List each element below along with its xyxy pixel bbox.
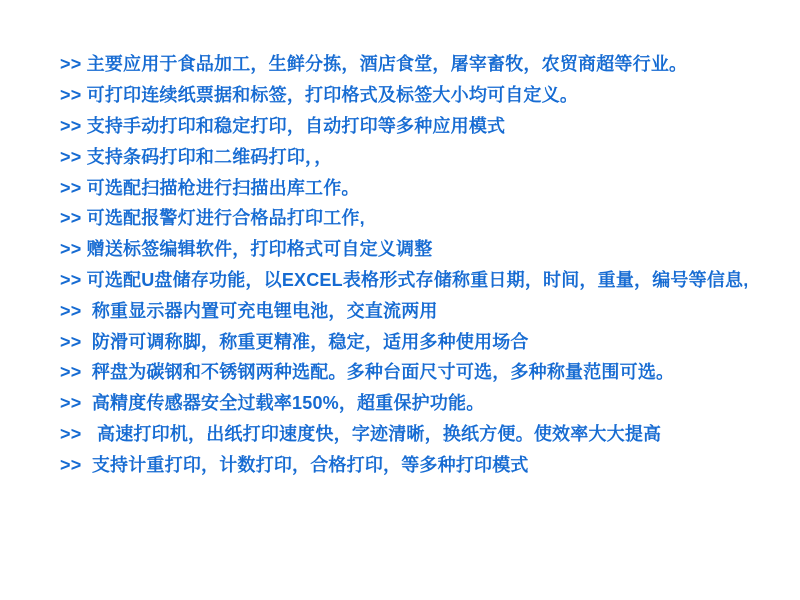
feature-line: >> 防滑可调称脚，称重更精准，稳定，适用多种使用场合 xyxy=(60,331,529,352)
feature-line: >> 可选配报警灯进行合格品打印工作, xyxy=(60,208,365,229)
feature-line: >> 高速打印机，出纸打印速度快，字迹清晰，换纸方便。使效率大大提高 xyxy=(60,423,662,444)
feature-line: >> 可选配扫描枪进行扫描出库工作。 xyxy=(60,177,360,198)
feature-list xyxy=(60,48,760,479)
feature-line: >> 支持计重打印，计数打印，合格打印，等多种打印模式 xyxy=(60,454,529,475)
feature-line: >> 支持手动打印和稳定打印，自动打印等多种应用模式 xyxy=(60,115,506,136)
feature-line: >> 可选配U盘储存功能，以EXCEL表格形式存储称重日期，时间，重量，编号等信息, xyxy=(60,269,749,290)
feature-line: >> 赠送标签编辑软件，打印格式可自定义调整 xyxy=(60,239,433,260)
feature-line: >> 秤盘为碳钢和不锈钢两种选配。多种台面尺寸可选，多种称量范围可选。 xyxy=(60,362,675,383)
feature-line: >> 高精度传感器安全过载率150%，超重保护功能。 xyxy=(60,393,485,414)
feature-line: >> 称重显示器内置可充电锂电池，交直流两用 xyxy=(60,300,438,321)
feature-line: >> 主要应用于食品加工，生鲜分拣，酒店食堂，屠宰畜牧，农贸商超等行业。 xyxy=(60,54,688,75)
feature-line: >> 支持条码打印和二维码打印，， xyxy=(60,146,333,167)
feature-line: >> 可打印连续纸票据和标签，打印格式及标签大小均可自定义。 xyxy=(60,85,579,106)
